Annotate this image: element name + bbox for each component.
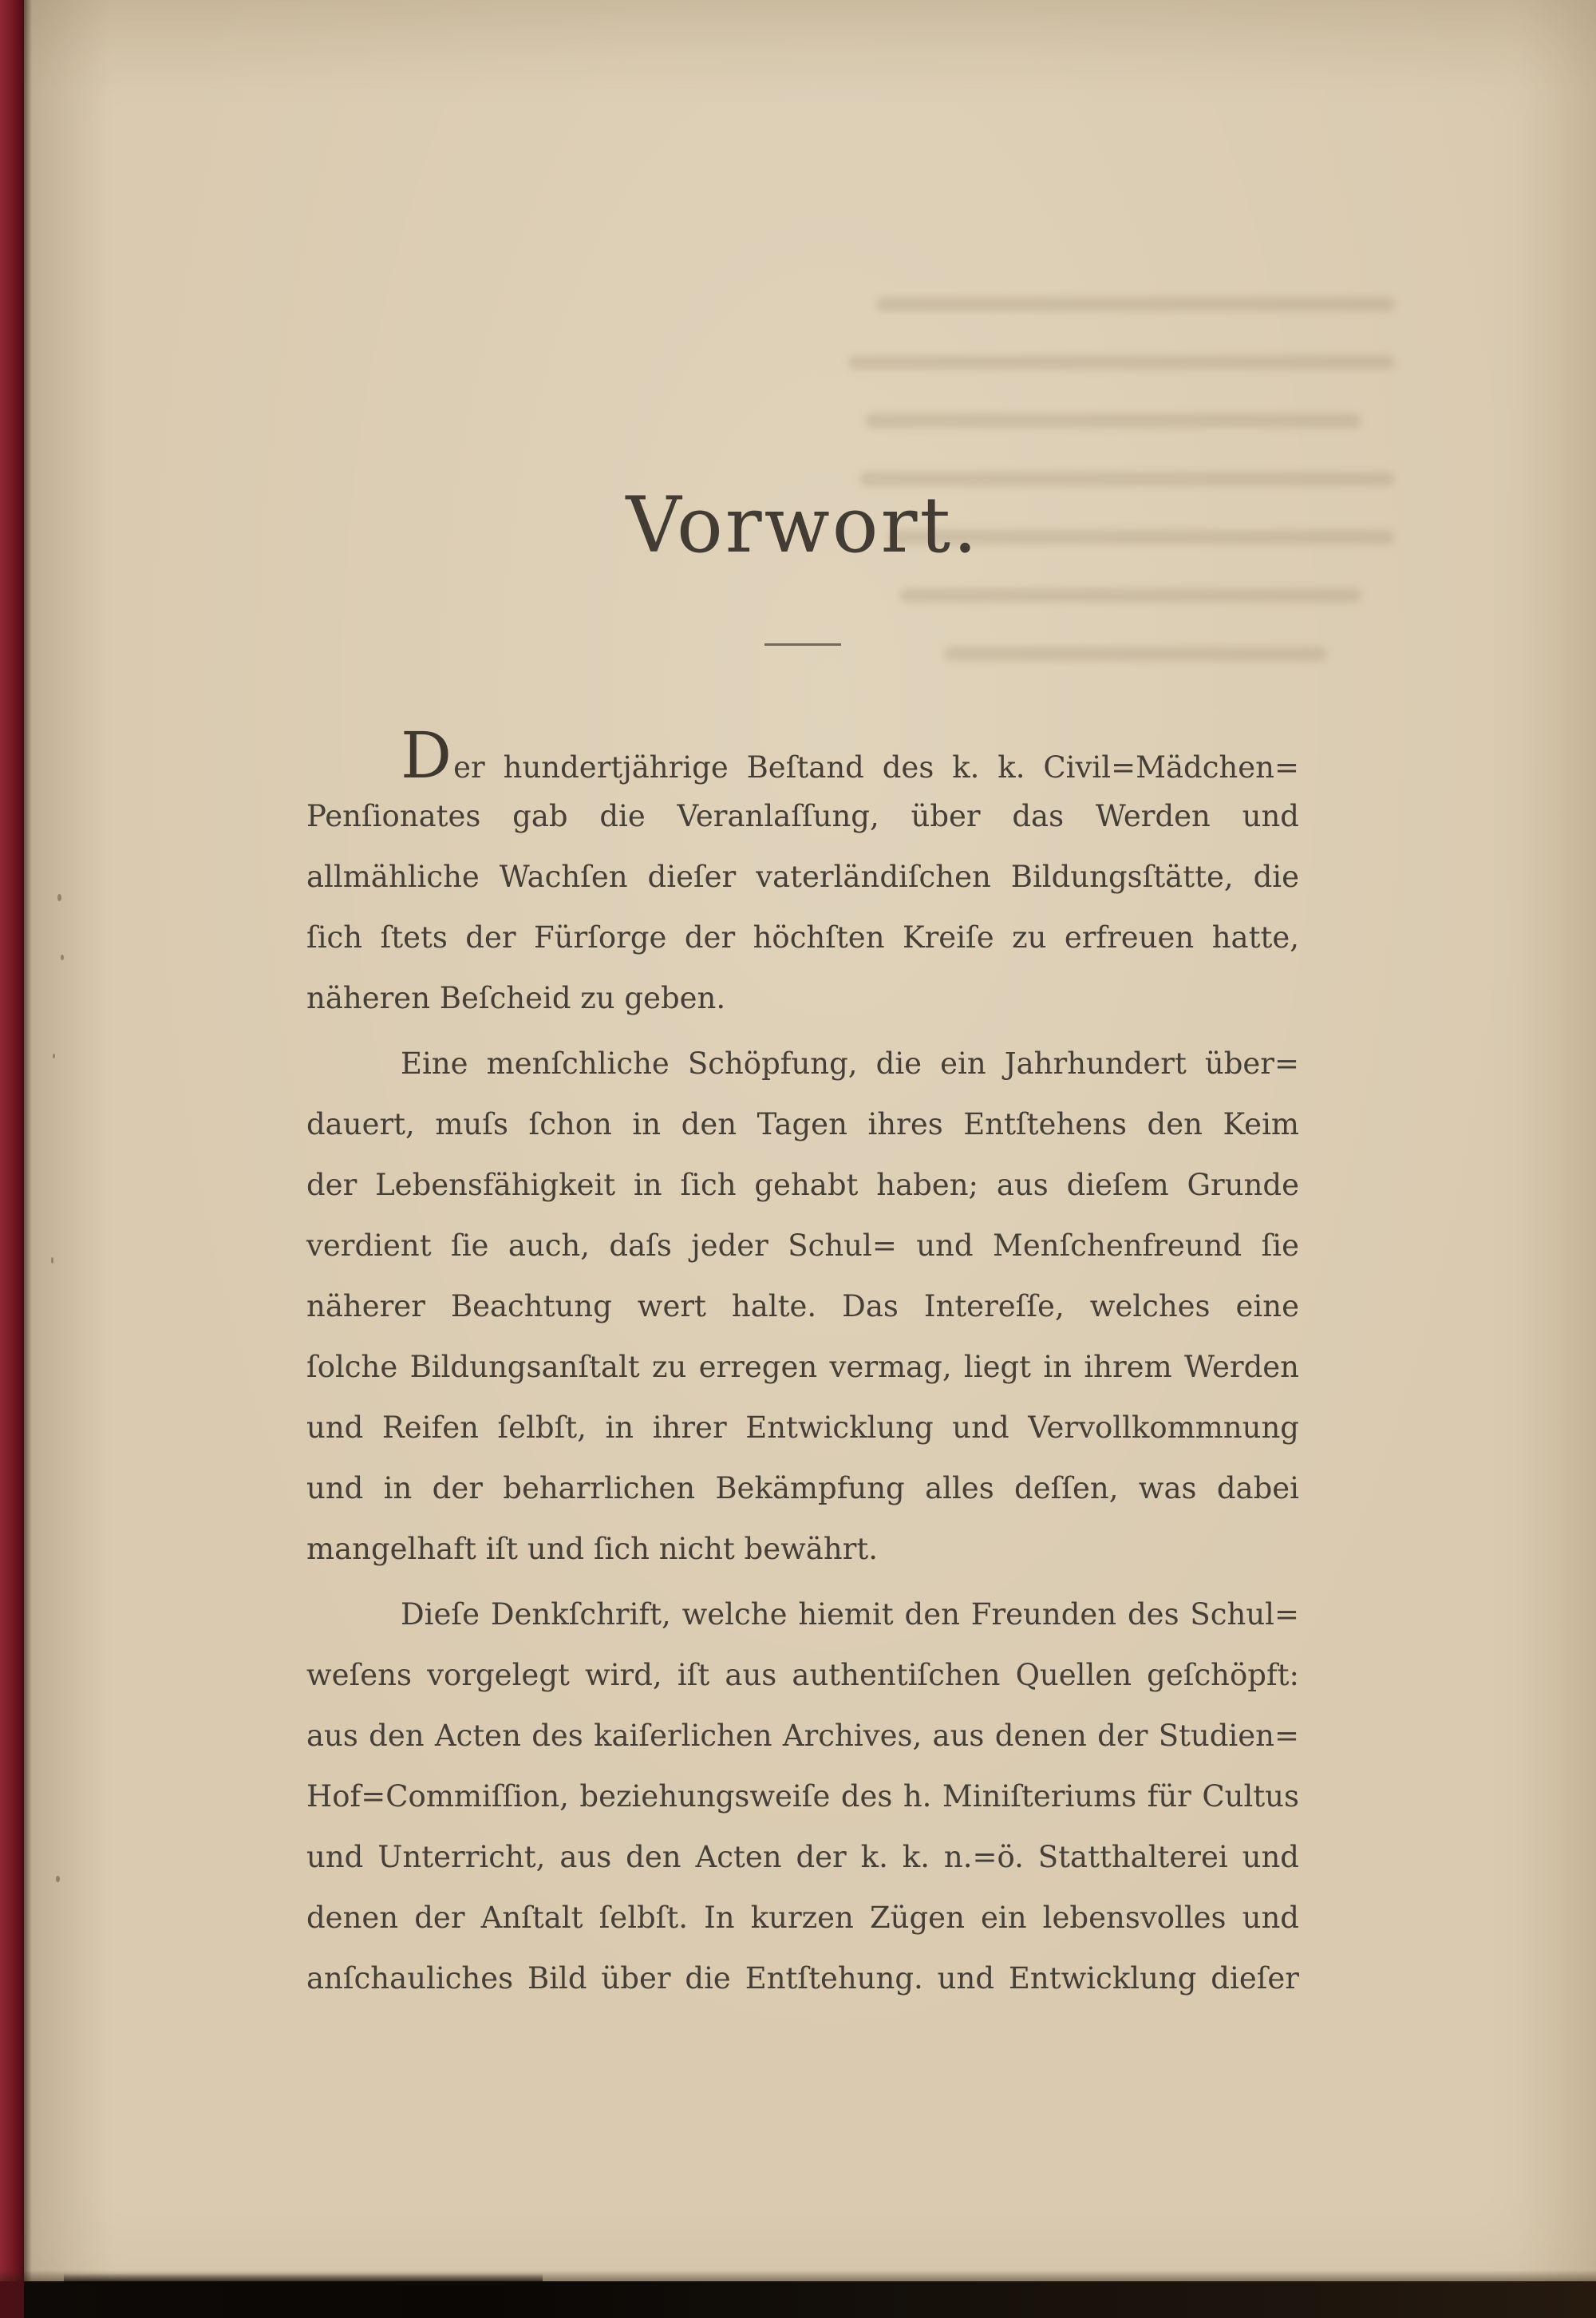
page-title: Vorwort. [626,481,980,570]
text-line: Eine menſchliche Schöpfung, die ein Jahrhundert über= [401,1046,1299,1081]
paper-speck [56,1876,60,1882]
show-through-line [848,355,1395,370]
show-through-line [876,297,1395,311]
page-bottom-edge [0,2281,1596,2318]
paragraph [306,1034,1299,1580]
text-line: allmähliche Wachſen dieſer vaterländiſchen Bildungsſtätte, die [306,860,1299,894]
text-line: mangelhaft iſt und ſich nicht bewährt. [306,1532,879,1566]
page-bottom-edge-rise [64,2273,543,2284]
text-line: Hof=Commiſſion, beziehungsweiſe des h. Miniſteriums für Cultus [306,1779,1299,1814]
binding-shadow [24,0,32,2318]
paper-speck [53,1054,55,1058]
paper-speck [51,1257,53,1264]
text-line: denen der Anſtalt ſelbſt. In kurzen Zügen ein lebensvolles und [306,1901,1299,1935]
show-through-line [865,413,1361,428]
page-content [306,481,1299,2009]
drop-cap: D [401,718,454,793]
text-line: ſolche Bildungsanſtalt zu erregen vermag, liegt in ihrem Werden [306,1350,1299,1384]
paragraph [306,718,1299,1029]
text-line: der Lebensfähigkeit in ſich gehabt haben; aus dieſem Grunde [306,1168,1299,1202]
text-line: und Reifen ſelbſt, in ihrer Entwicklung und Vervollkommnung [306,1410,1299,1445]
text-line: und Unterricht, aus den Acten der k. k. n.=ö. Statthalterei und [306,1840,1299,1874]
text-line-rest: er hundertjährige Beſtand des k. k. Civil=Mädchen= [453,750,1299,785]
text-line: Dieſe Denkſchrift, welche hiemit den Freunden des Schul= [401,1597,1299,1632]
title-divider [764,643,841,646]
paper-speck [57,894,61,901]
text-line: näherer Beachtung wert halte. Das Intereſſe, welches eine [306,1289,1299,1323]
paragraph [306,1584,1299,2009]
text-line: Penſionates gab die Veranlaſſung, über das Werden und [306,799,1299,833]
book-binding-edge [0,0,24,2318]
text-line: verdient ſie auch, daſs jeder Schul= und Menſchenfreund ſie [306,1228,1299,1263]
text-line: ſich ſtets der Fürſorge der höchſten Kreiſe zu erfreuen hatte, [306,920,1299,955]
text-line: aus den Acten des kaiſerlichen Archives, aus denen der Studien= [306,1719,1299,1753]
paper-speck [61,955,64,960]
text-line: und in der beharrlichen Bekämpfung alles deſſen, was dabei [306,1471,1299,1505]
text-line: weſens vorgelegt wird, iſt aus authentiſchen Quellen geſchöpft: [306,1658,1299,1692]
binding-bottom-corner [0,2281,24,2318]
text-line [306,718,1299,793]
body-text [306,718,1299,2009]
text-line: anſchauliches Bild über die Entſtehung. und Entwicklung dieſer [306,1961,1299,1996]
text-line: näheren Beſcheid zu geben. [306,981,726,1015]
text-line: dauert, muſs ſchon in den Tagen ihres Entſtehens den Keim [306,1107,1299,1141]
